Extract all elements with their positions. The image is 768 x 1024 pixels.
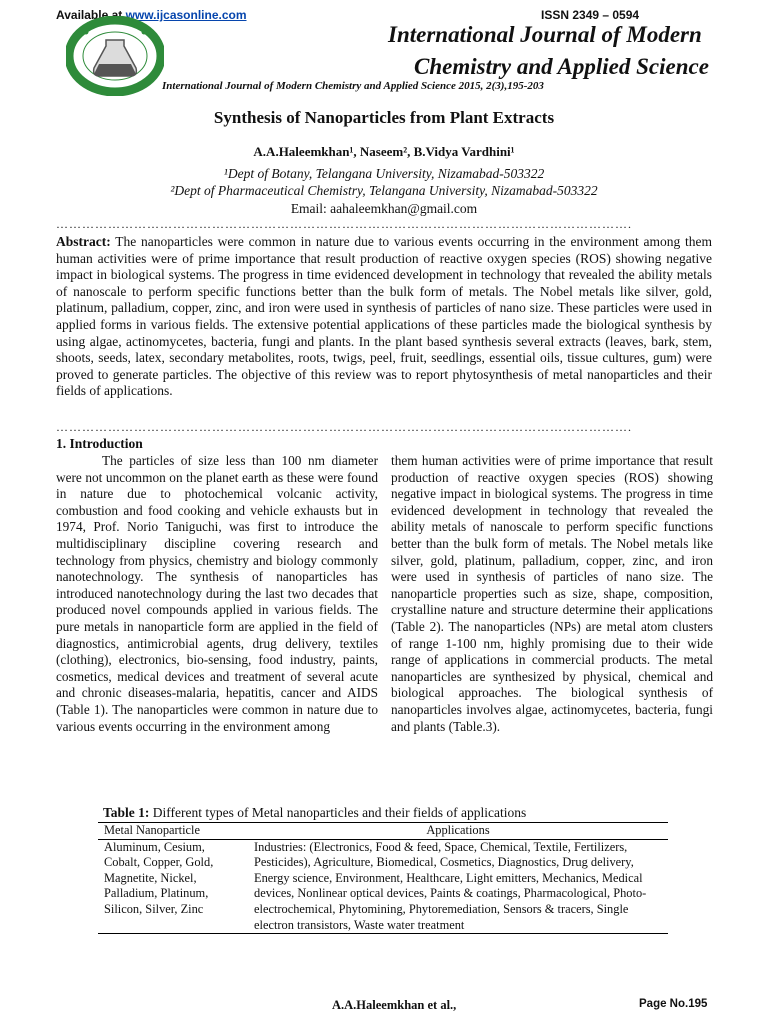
table1-caption-label: Table 1: [103,805,150,820]
footer-page-number: Page No.195 [639,998,708,1010]
table1-header-applications: Applications [248,823,668,840]
table1-header-metal: Metal Nanoparticle [98,823,248,840]
available-prefix: Available at [56,8,126,22]
footer-author: A.A.Haleemkhan et al., [332,998,457,1012]
intro-column-2: them human activities were of prime importance that result production of reactive oxygen species (ROS) showing negative impact in biological systems. The progress in time evidenced development in technology that revealed the ability metals of nanoscale to perform specific functions better than the bulk form of metals. The Nobel metals like silver, gold, platinum, palladium, copper, zinc, and iron were used in synthesis of particles of nano size. The nanoparticle properties such as size, shape, composition, crystalline nature and structure determine their applications (Table 2). The nanoparticles (NPs) are metal atom clusters of range 1-100 nm, highly promising due to their wide range of applications in commercial products. The metal nanoparticles are synthesized by physical, chemical and biological approaches. The biological synthesis of nanoparticles involves algae, actinomycetes, bacteria, fungi and plants (Table.3). [391,453,713,734]
abstract [56,234,712,400]
affiliation-1: ¹Dept of Botany, Telangana University, Nizamabad-503322 [223,166,545,181]
journal-title-line1: International Journal of Modern [388,22,702,47]
separator-top: ……………………………………………………………………………………………………………………. [56,217,632,231]
paper-title: Synthesis of Nanoparticles from Plant Extracts [213,108,555,127]
table1-applications-cell: Industries: (Electronics, Food & feed, Space, Chemical, Textile, Fertilizers, Pesticides), Agriculture, Biomedical, Cosmetics, Diagnostics, Drug delivery, Energy science, Environment, Healthcare, Light emitters, Mechanics, Medical devices, Nonlinear optical devices, Paints & coatings, Pharmacological, Photo-electrochemical, Phytomining, Phytoremediation, Sensors & tracers, Single electron transistors, Waste water treatment [248,839,668,934]
affiliation-2: ²Dept of Pharmaceutical Chemistry, Telangana University, Nizamabad-503322 [170,183,598,198]
journal-title-line2: Chemistry and Applied Science [414,54,709,79]
table1-metals-cell: Aluminum, Cesium, Cobalt, Copper, Gold, Magnetite, Nickel, Palladium, Platinum, Silicon, Silver, Zinc [98,839,248,934]
journal-website-link[interactable]: www.ijcasonline.com [125,8,247,22]
abstract-text: The nanoparticles were common in nature due to various events occurring in the environment among them human activities were of prime importance that result production of reactive oxygen species (ROS) showing negative impact in biological systems. The progress in time evidenced development in technology that revealed the ability metals of nanoscale to perform specific functions better than the bulk form of metals. The Nobel metals like silver, gold, platinum, palladium, copper, zinc, and iron were used in synthesis of particles of nano size. These particles were used in applied forms in various fields. The extensive potential applications of these particles made the biological synthesis by using algae, actinomycetes, bacteria, fungi and plants. In the plant based synthesis several extracts (leaves, bark, stem, shoots, seeds, latex, secondary metabolites, roots, twigs, peel, fruit, seedlings, essential oils, tissue cultures, gum) were proved to generate particles. The objective of this review was to report phytosynthesis of metal nanoparticles and their fields of applications. [56,234,712,399]
separator-bottom: ……………………………………………………………………………………………………………………. [56,420,632,434]
table1-header-row [98,823,668,840]
abstract-label: Abstract: [56,234,111,249]
journal-citation: International Journal of Modern Chemistry and Applied Science 2015, 2(3),195-203 [162,80,544,92]
table1-caption [103,805,526,821]
table1 [98,822,668,934]
journal-logo-icon [66,16,164,96]
table-row [98,839,668,934]
table1-caption-text: Different types of Metal nanoparticles and their fields of applications [149,805,527,820]
issn: ISSN 2349 – 0594 [541,8,640,22]
paper-authors: A.A.Haleemkhan¹, Naseem², B.Vidya Vardhini¹ [253,144,515,159]
author-email: Email: aahaleemkhan@gmail.com [290,201,478,216]
intro-column-1: The particles of size less than 100 nm diameter were not uncommon on the planet earth as these were found in nature due to photochemical volcanic activity, combustion and food cooking and vehicle exhausts but in 1974, Prof. Norio Taniguchi, was first to introduce the multidisciplinary discipline covering research and technology from physics, chemistry and biology commonly nanotechnology. The synthesis of nanoparticles has introduced nanotechnology during the last two decades that produced novel compounds applied in various fields. The pure metals in nanoparticle form are applied in the field of diagnostics, antimicrobial agents, drug delivery, textiles (clothing), electronics, bio-sensing, food industry, paints, cosmetics, medical devices and treatment of several acute and chronic diseases-malaria, hepatitis, cancer and AIDS (Table 1). The nanoparticles were common in nature due to various events occurring in the environment among [56,453,378,734]
section-heading-introduction: 1. Introduction [56,436,143,451]
